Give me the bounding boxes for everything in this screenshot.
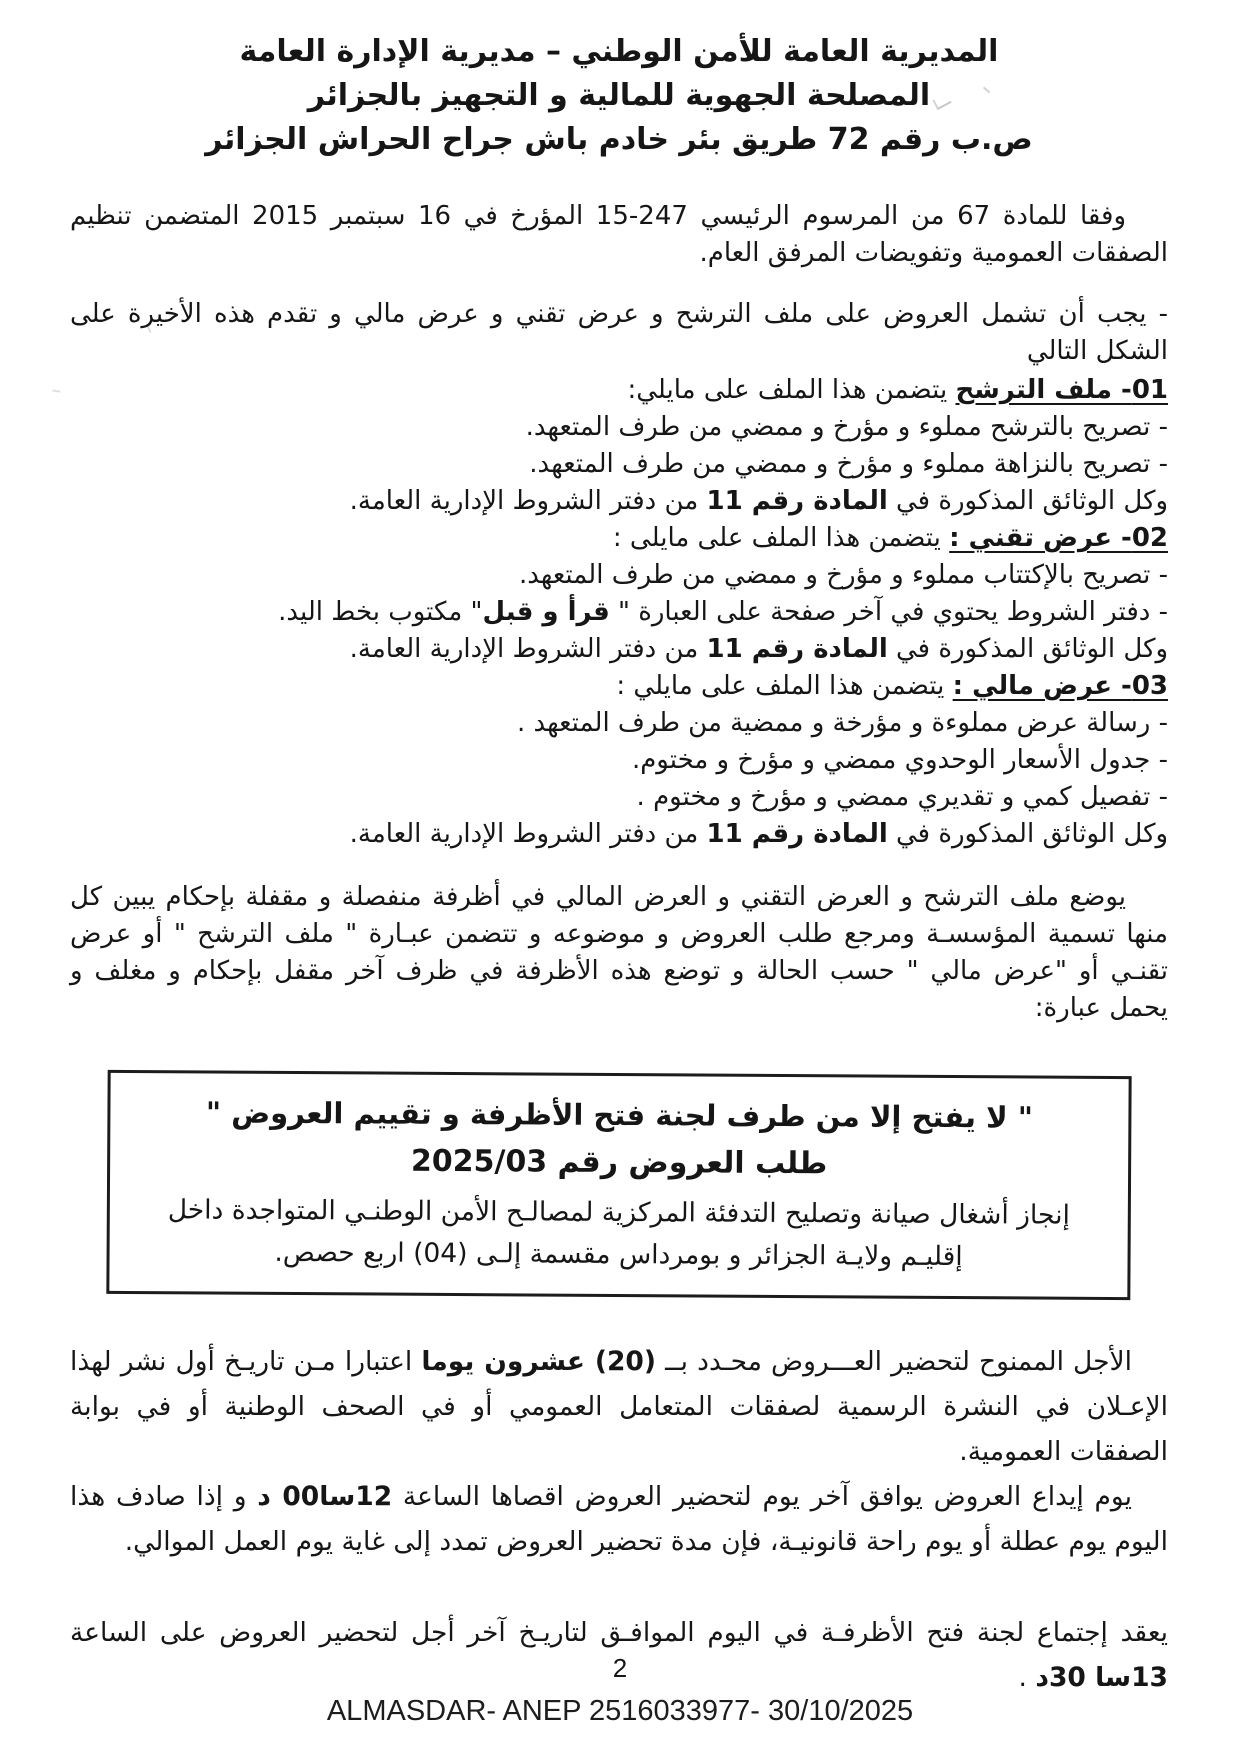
note-article-ref: المادة رقم 11	[706, 819, 888, 849]
note-article-ref: المادة رقم 11	[706, 634, 888, 664]
header-address-line: ص.ب رقم 72 طريق بئر خادم باش جراح الحراش الجزائر	[205, 122, 1033, 157]
decree-reference-paragraph: وفقا للمادة 67 من المرسوم الرئيسي 247-15 المؤرخ في 16 سبتمبر 2015 المتضمن تنظيم الصفقات العمومية وتفويضات المرفق العام.	[70, 201, 1168, 268]
header-directorate-line: المديرية العامة للأمن الوطني – مديرية الإدارة العامة	[239, 34, 999, 69]
preparation-deadline-paragraph	[70, 1339, 1168, 1474]
submission-day-paragraph	[70, 1474, 1168, 1564]
section-title-suffix: يتضمن هذا الملف على مايلي :	[616, 671, 953, 701]
tender-subject: إنجاز أشغال صيانة وتصليح التدفئة المركزية لمصالـح الأمن الوطنـي المتواجدة داخل إقليـم ولايـة الجزائر و بومرداس مقسمة إلـى (04) اربع حصص.	[167, 1194, 1070, 1273]
section-financial-offer	[70, 668, 1168, 853]
section-note	[70, 631, 1168, 668]
do-not-open-notice: " لا يفتح إلا من طرف لجنة فتح الأظرفة و تقييم العروض "	[205, 1095, 1034, 1135]
document-header	[70, 30, 1168, 162]
tender-reference: طلب العروض رقم 2025/03	[410, 1143, 828, 1182]
item-text: " مكتوب بخط اليد.	[278, 597, 483, 627]
deadline-text: الأجل الممنوح لتحضير العـــروض محـدد بــ	[655, 1346, 1132, 1377]
page-number: 2	[612, 1653, 628, 1683]
note-text: وكل الوثائق المذكورة في	[887, 819, 1168, 849]
deadline-text: اعتبارا مـن تاريـخ أول نشر لهذا الإعـلان في النشرة الرسمية لصفقات المتعامل العمومي أو في الصحف الوطنية أو في بوابة الصفقات العمومية.	[70, 1346, 1168, 1467]
note-text: من دفتر الشروط الإدارية العامة.	[349, 486, 707, 516]
deadline-duration: (20) عشرون يوما	[421, 1346, 656, 1377]
submission-text: يوم إيداع العروض يوافق آخر يوم لتحضير العروض اقصاها الساعة	[392, 1481, 1132, 1512]
section-candidacy-file	[70, 372, 1168, 520]
section-title-suffix: يتضمن هذا الملف على مايلي:	[627, 375, 956, 405]
section-note	[70, 483, 1168, 520]
envelope-instructions-paragraph: يوضع ملف الترشح و العرض التقني و العرض المالي في أظرفة منفصلة و مقفلة بإحكام يبين كل منها تسمية المؤسسـة ومرجع طلب العروض و موضوعه و تتضمن عبـارة " ملف الترشح " أو عرض تقنـي أو "عرض مالي " حسب الحالة و توضع هذه الأظرفة في ظرف آخر مقفل بإحكام و مغلف و يحمل عبارة:	[70, 882, 1168, 1023]
opening-text: .	[1018, 1662, 1036, 1693]
opening-time: 13سا 30د	[1035, 1662, 1168, 1693]
note-text: وكل الوثائق المذكورة في	[887, 634, 1168, 664]
note-text: من دفتر الشروط الإدارية العامة.	[349, 634, 707, 664]
section-title-line	[70, 668, 1168, 705]
opening-text: يعقد إجتماع لجنة فتح الأظرفـة في اليوم الموافـق لتاريـخ آخر أجل لتحضير العروض على الساعة	[70, 1617, 1168, 1648]
section-title-line	[70, 372, 1168, 409]
header-service-line: المصلحة الجهوية للمالية و التجهيز بالجزائر	[307, 78, 931, 113]
list-item: - تصريح بالنزاهة مملوء و مؤرخ و ممضي من طرف المتعهد.	[529, 449, 1168, 479]
envelope-notice-box	[106, 1070, 1131, 1300]
list-item: - تفصيل كمي و تقديري ممضي و مؤرخ و مختوم .	[636, 782, 1168, 812]
list-item: - جدول الأسعار الوحدوي ممضي و مؤرخ و مختوم.	[631, 745, 1168, 775]
item-quoted-phrase: قرأ و قبل	[482, 597, 610, 627]
section-note	[70, 816, 1168, 853]
list-item: - تصريح بالإكتتاب مملوء و مؤرخ و ممضي من طرف المتعهد.	[518, 560, 1168, 590]
list-item	[70, 594, 1168, 631]
section-technical-offer	[70, 520, 1168, 668]
list-item: - تصريح بالترشح مملوء و مؤرخ و ممضي من طرف المتعهد.	[525, 412, 1168, 442]
section-title-suffix: يتضمن هذا الملف على مايلى :	[612, 523, 950, 553]
section-candidacy-title: 01- ملف الترشح	[955, 375, 1168, 405]
publication-credit: ALMASDAR- ANEP 2516033977- 30/10/2025	[326, 1695, 914, 1727]
item-text: - دفتر الشروط يحتوي في آخر صفحة على العبارة "	[609, 597, 1168, 627]
list-item: - رسالة عرض مملوءة و مؤرخة و ممضية من طرف المتعهد .	[516, 708, 1168, 738]
submission-text: و إذا صادف هذا اليوم يوم عطلة أو يوم راحة قانونيـة، فإن مدة تحضير العروض تمدد إلى غاية يوم العمل الموالي.	[70, 1481, 1168, 1557]
section-financial-title: 03- عرض مالي :	[952, 671, 1168, 701]
note-article-ref: المادة رقم 11	[706, 486, 888, 516]
submission-time: 12سا00 د	[257, 1481, 393, 1512]
note-text: من دفتر الشروط الإدارية العامة.	[349, 819, 707, 849]
section-technical-title: 02- عرض تقني :	[949, 523, 1168, 553]
section-title-line	[70, 520, 1168, 557]
offers-requirement-paragraph: - يجب أن تشمل العروض على ملف الترشح و عرض تقني و عرض مالي و تقدم هذه الأخيرة على الشكل التالي	[70, 299, 1168, 366]
note-text: وكل الوثائق المذكورة في	[887, 486, 1168, 516]
